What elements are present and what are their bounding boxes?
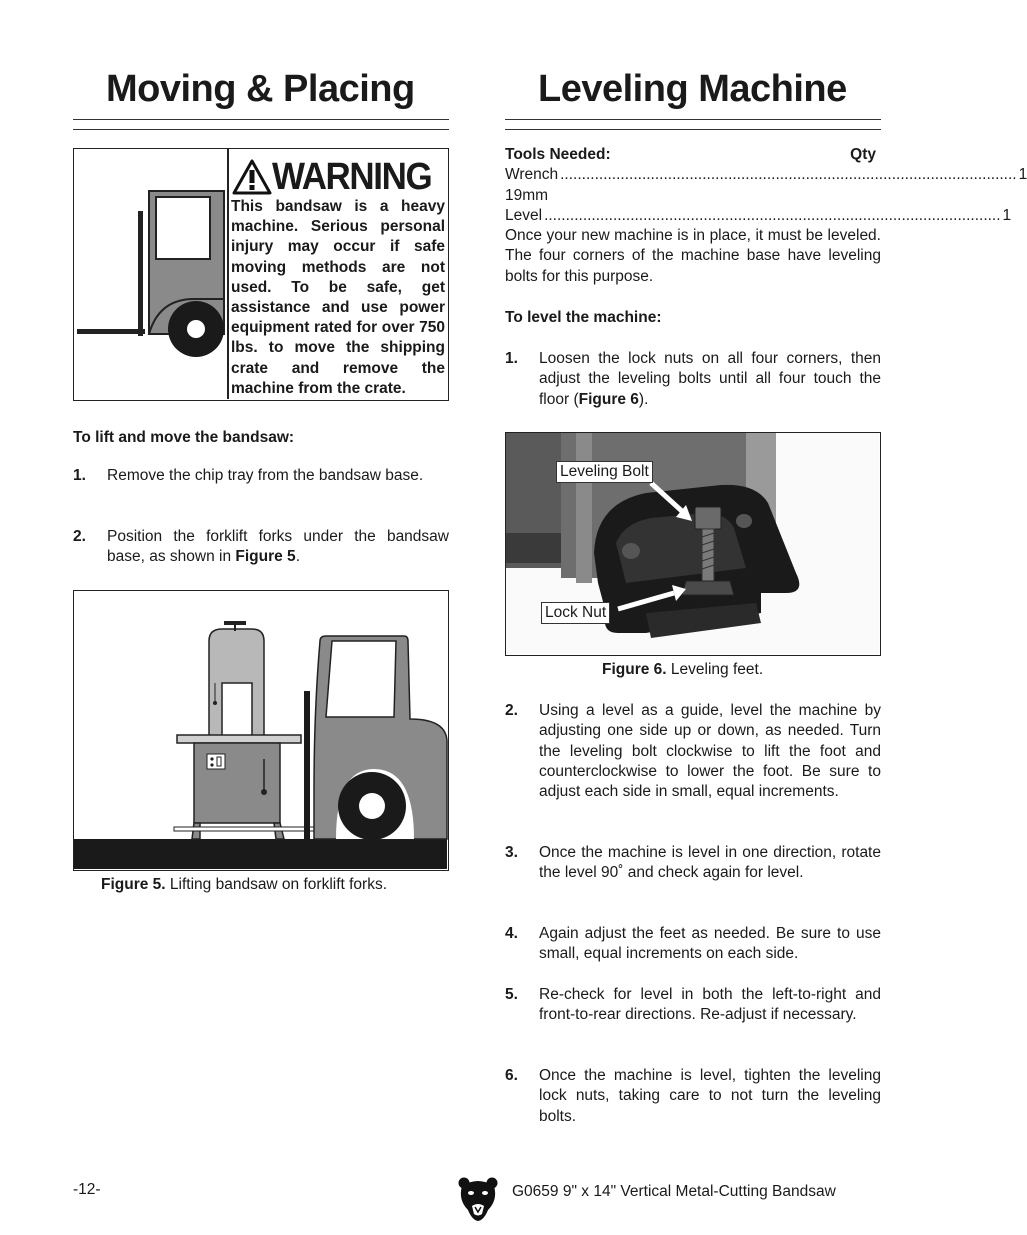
step-number: 4. xyxy=(505,925,518,942)
warning-triangle-icon xyxy=(232,159,272,195)
warning-label: WARNING xyxy=(272,156,432,198)
warning-text: This bandsaw is a heavy machine. Serious personal injury may occur if safe moving methods are not used. To be safe, get assistance and use power equipment rated for over 750 lbs. to move the shipping crate and remove the machine from the crate. xyxy=(231,198,445,397)
title-rule xyxy=(73,119,449,120)
caption-label: Figure 5. xyxy=(101,876,166,893)
footer-model: G0659 xyxy=(512,1183,559,1200)
list-item xyxy=(505,701,881,802)
tool-qty: 1 xyxy=(1018,166,1027,184)
warning-box xyxy=(73,148,449,401)
step-number: 5. xyxy=(505,986,518,1003)
caption-text: Lifting bandsaw on forklift forks. xyxy=(165,876,388,893)
level-subheading: To level the machine: xyxy=(505,309,662,326)
step-text xyxy=(107,527,449,568)
step-text: Using a level as a guide, level the machine by adjusting one side up or down, as needed. Turn the leveling bolt clockwise to lift the foot and counterclockwise to lower the foot. Be sure to adjust each side in small, equal increments. xyxy=(539,702,881,801)
figure-reference: Figure 6 xyxy=(578,390,639,408)
lift-subheading: To lift and move the bandsaw: xyxy=(73,429,295,446)
bandsaw-forklift-illustration xyxy=(74,591,447,869)
tool-row xyxy=(505,165,1027,206)
step-text: Again adjust the feet as needed. Be sure to use small, equal increments on each side. xyxy=(539,925,881,963)
list-item xyxy=(505,924,881,965)
caption-label: Figure 6. xyxy=(602,661,667,678)
list-item xyxy=(505,1066,881,1127)
forklift-warning-illustration xyxy=(74,149,227,399)
tool-row xyxy=(505,206,1012,226)
step-number: 1. xyxy=(73,467,86,484)
dot-leader: .......................................................................................................... xyxy=(544,206,1001,224)
tools-header xyxy=(505,145,876,165)
footer-product xyxy=(512,1182,836,1202)
step-text: Re-check for level in both the left-to-right and front-to-rear directions. Re-adjust if necessary. xyxy=(539,986,881,1024)
step-text xyxy=(539,349,881,410)
tools-header-qty: Qty xyxy=(850,146,876,163)
section-title-leveling: Leveling Machine xyxy=(538,68,847,110)
list-item xyxy=(73,527,449,568)
section-title-moving: Moving & Placing xyxy=(106,68,415,110)
intro-paragraph: Once your new machine is in place, it must be leveled. The four corners of the machine base have leveling bolts for this purpose. xyxy=(505,227,881,285)
step-text: Remove the chip tray from the bandsaw base. xyxy=(107,467,424,484)
step-number: 2. xyxy=(73,528,86,545)
title-rule xyxy=(73,129,449,130)
tool-qty: 1 xyxy=(1002,206,1012,224)
step-text-part: Loosen the lock nuts on all four corners, then adjust the leveling bolts until all four touch the floor ( xyxy=(539,350,881,408)
warning-divider xyxy=(227,149,229,399)
step-number: 3. xyxy=(505,844,518,861)
step-text-part: . xyxy=(295,548,300,566)
figure-6 xyxy=(505,432,881,656)
step-text-part: Position the forklift forks under the bandsaw base, as shown in xyxy=(107,528,449,566)
step-number: 1. xyxy=(505,350,518,367)
figure-5-caption xyxy=(101,876,387,894)
step-text: Once the machine is level, tighten the leveling lock nuts, taking care to not turn the leveling bolts. xyxy=(539,1067,881,1125)
caption-text: Leveling feet. xyxy=(666,661,764,678)
step-text: Once the machine is level in one direction, rotate the level 90˚ and check again for level. xyxy=(539,844,881,882)
figure-reference: Figure 5 xyxy=(235,548,296,566)
step-text-part: ). xyxy=(638,390,649,408)
tool-name: Level xyxy=(505,206,543,224)
step-number: 2. xyxy=(505,702,518,719)
title-rule xyxy=(505,129,881,130)
figure-5 xyxy=(73,590,449,871)
list-item xyxy=(73,466,449,486)
tools-table xyxy=(505,145,1027,226)
footer-product-name: 9" x 14" Vertical Metal-Cutting Bandsaw xyxy=(562,1183,836,1200)
dot-leader: .......................................................................................................... xyxy=(560,166,1017,184)
figure-6-caption xyxy=(602,661,763,679)
list-item xyxy=(505,843,881,884)
list-item xyxy=(505,985,881,1026)
callout-leveling-bolt: Leveling Bolt xyxy=(556,461,653,483)
callout-lock-nut: Lock Nut xyxy=(541,602,610,624)
bear-logo-icon xyxy=(458,1176,498,1222)
title-rule xyxy=(505,119,881,120)
list-item xyxy=(505,349,881,410)
step-number: 6. xyxy=(505,1067,518,1084)
tools-header-label: Tools Needed: xyxy=(505,146,611,163)
tool-name: Wrench 19mm xyxy=(505,166,559,204)
page-number: -12- xyxy=(73,1181,101,1198)
